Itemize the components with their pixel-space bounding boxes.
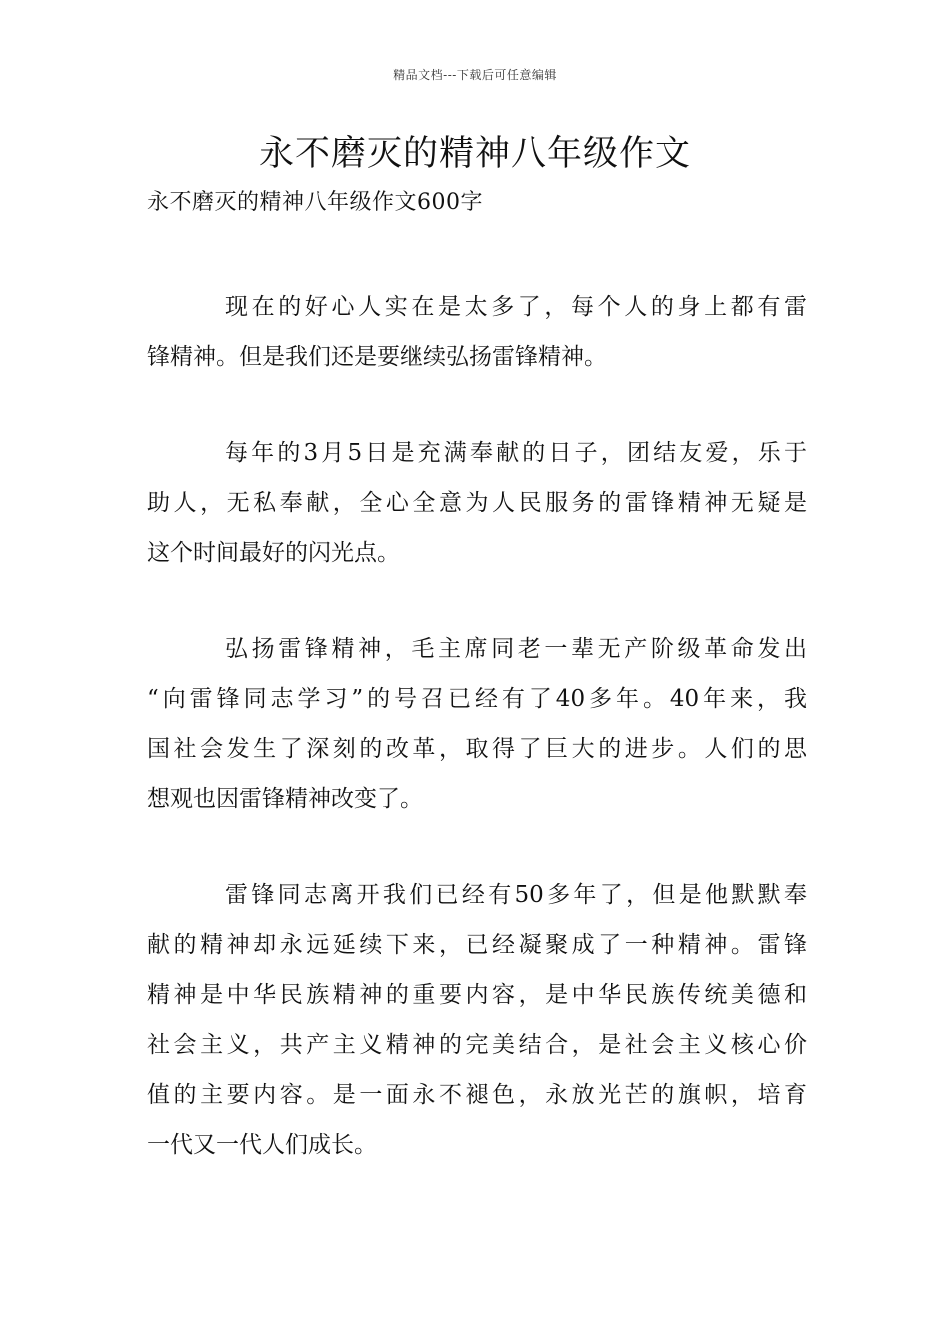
paragraph-line: 这个时间最好的闪光点。 xyxy=(147,540,400,566)
paragraph-2 xyxy=(147,428,807,578)
paragraph-line: 精神是中华民族精神的重要内容，是中华民族传统美德和 xyxy=(147,982,807,1008)
header-note: 精品文档---下载后可任意编辑 xyxy=(393,68,557,82)
paragraph-line: 现在的好心人实在是太多了，每个人的身上都有雷 xyxy=(225,294,807,320)
paragraph-line: 助人，无私奉献，全心全意为人民服务的雷锋精神无疑是 xyxy=(147,490,807,516)
paragraph-line: 社会主义，共产主义精神的完美结合，是社会主义核心价 xyxy=(147,1032,807,1058)
paragraph-line: 一代又一代人们成长。 xyxy=(147,1132,377,1158)
paragraph-line: 想观也因雷锋精神改变了。 xyxy=(147,786,423,812)
paragraph-3 xyxy=(147,624,807,824)
paragraph-line: “向雷锋同志学习”的号召已经有了40多年。40年来，我 xyxy=(147,686,807,712)
paragraph-line: 国社会发生了深刻的改革，取得了巨大的进步。人们的思 xyxy=(147,736,807,762)
document-title: 永不磨灭的精神八年级作文 xyxy=(258,134,691,174)
paragraph-4 xyxy=(147,870,807,1170)
paragraph-line: 值的主要内容。是一面永不褪色，永放光芒的旗帜，培育 xyxy=(147,1082,807,1108)
paragraph-line: 每年的3月5日是充满奉献的日子，团结友爱，乐于 xyxy=(225,440,807,466)
document-subtitle: 永不磨灭的精神八年级作文600字 xyxy=(147,190,483,215)
paragraph-line: 锋精神。但是我们还是要继续弘扬雷锋精神。 xyxy=(147,344,607,370)
paragraph-1 xyxy=(147,282,807,382)
paragraph-line: 献的精神却永远延续下来，已经凝聚成了一种精神。雷锋 xyxy=(147,932,807,958)
paragraph-line: 雷锋同志离开我们已经有50多年了，但是他默默奉 xyxy=(225,882,807,908)
paragraph-line: 弘扬雷锋精神，毛主席同老一辈无产阶级革命发出 xyxy=(225,636,807,662)
